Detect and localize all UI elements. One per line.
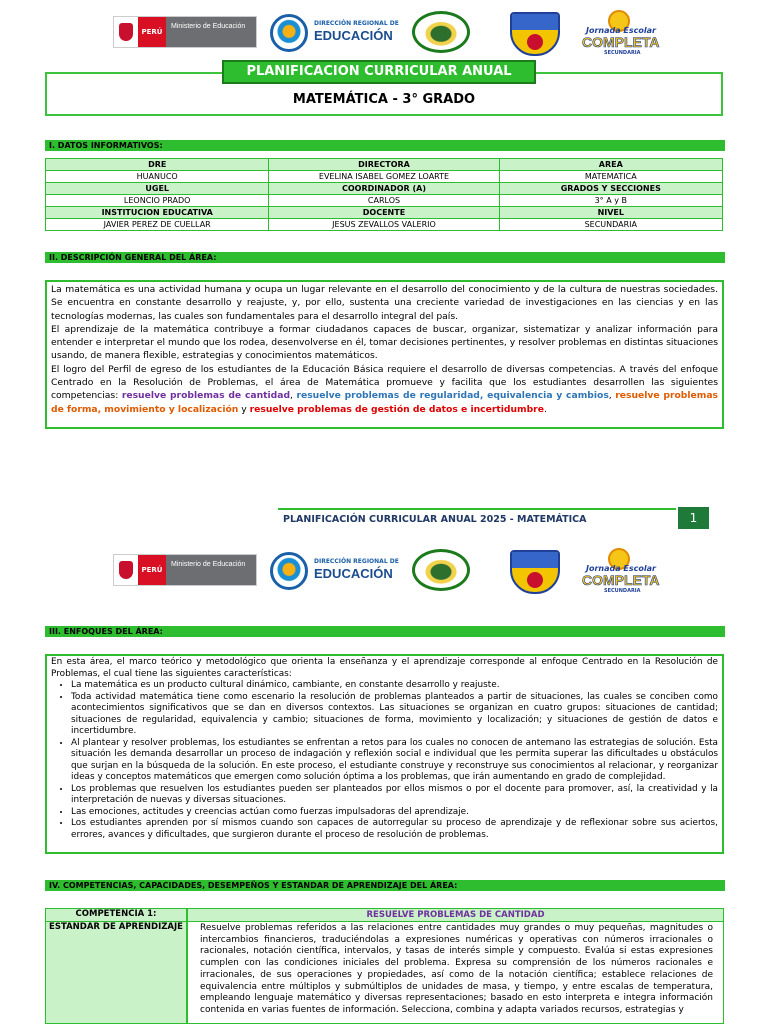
enfoque-item: • Los estudiantes aprenden por sí mismos cuando son capaces de autorregular su proceso de aprendizaje y de reflexionar sobre sus aciertos, errores, avances y dificultades, que surgieron durante el proceso de resolución de problemas. [71,818,718,841]
datos-header-cell: UGEL [46,183,269,195]
datos-value-cell: 3° A y B [499,195,722,207]
footer-text: PLANIFICACIÓN CURRICULAR ANUAL 2025 - MATEMÁTICA [283,514,587,525]
competencia-name: RESUELVE PROBLEMAS DE CANTIDAD [187,908,724,922]
minedu-name: Ministerio de Educación [166,17,256,47]
datos-header-row [46,159,723,171]
enfoque-item: • Toda actividad matemática tiene como escenario la resolución de problemas planteados a partir de situaciones, las cuales se conciben como acontecimientos significativos que se dan en diversos contextos. Las situaciones se organizan en cuatro grupos: situaciones de cantidad; situaciones de regularidad, equivalencia y cambio; situaciones de forma, movimiento y localización; y situaciones de gestión de datos e incertidumbre. [71,692,718,738]
page-number: 1 [678,507,709,529]
datos-value-cell: LEONCIO PRADO [46,195,269,207]
datos-header-cell: DIRECTORA [269,159,499,171]
datos-header-cell: NIVEL [499,207,722,219]
logo-row-page2 [0,544,768,596]
jec-logo: Jornada Escolar COMPLETA SECUNDARIA [580,10,660,56]
ugel-seal-icon [412,11,470,53]
document-subtitle: MATEMÁTICA - 3° GRADO [292,92,476,107]
datos-header-cell: AREA [499,159,722,171]
enfoque-item: • La matemática es un producto cultural dinámico, cambiante, en constante desarrollo y reajuste. [71,680,718,692]
dre-emblem-icon [270,14,308,52]
estandar-text: Resuelve problemas referidos a las relaciones entre cantidades muy grandes o muy pequeñas, magnitudes o intercambios financieros, traduciéndolas a expresiones numéricas y operativas con números irracionales o racionales, notación científica, intervalos, y tasas de interés simple y compuesto. Evalúa si estas expresiones cumplen con las condiciones iniciales del problema. Expresa su comprensión de los números racionales e irracionales, de sus operaciones y propiedades, así como de la notación científica; establece relaciones de equivalencia entre múltiplos y submúltiplos de unidades de masa, y tiempo, y entre escalas de temperatura, empleando lenguaje matemático y diversas representaciones; basado en esto interpreta e integra información contenida en varias fuentes de información. Selecciona, combina y adapta variados recursos, estrategias y [187,922,724,1024]
enfoques-list [51,680,718,841]
minedu-logo [113,16,257,48]
peru-shield-icon [114,17,138,47]
estandar-label: ESTANDAR DE APRENDIZAJE [49,922,183,932]
enfoque-item: • Las emociones, actitudes y creencias actúan como fuerzas impulsadoras del aprendizaje. [71,807,718,819]
datos-header-cell: COORDINADOR (A) [269,183,499,195]
datos-value-cell: JESUS ZEVALLOS VALERIO [269,219,499,231]
minedu-logo: PERÚ Ministerio de Educación [113,554,257,586]
datos-table [45,158,723,231]
section-descripcion: II. DESCRIPCIÓN GENERAL DEL ÁREA: [45,252,725,263]
datos-value-cell: EVELINA ISABEL GOMEZ LOARTE [269,171,499,183]
datos-value-row [46,195,723,207]
dre-emblem-icon [270,552,308,590]
datos-value-row [46,171,723,183]
datos-header-cell: INSTITUCION EDUCATIVA [46,207,269,219]
enfoque-item: • Al plantear y resolver problemas, los estudiantes se enfrentan a retos para los cuales no conocen de antemano las estrategias de solución. Esta situación les demanda desarrollar un proceso de indagación y reflexión social e individual que les permita superar las dificultades u obstáculos que surjan en la búsqueda de la solución. En este proceso, el estudiante construye y reconstruye sus conocimientos al relacionar, y reorganizar ideas y conceptos matemáticos que emergen como solución óptima a los problemas, que irán aumentando en grado de complejidad. [71,738,718,784]
datos-value-row [46,219,723,231]
document-title: PLANIFICACION CURRICULAR ANUAL [222,60,536,84]
enfoque-item: • Los problemas que resuelven los estudiantes pueden ser planteados por ellos mismos o por el docente para promover, así, la creatividad y la interpretación de nuevas y diversas situaciones. [71,784,718,807]
section-enfoques: III. ENFOQUES DEL ÁREA: [45,626,725,637]
section-datos-informativos: I. DATOS INFORMATIVOS: [45,140,725,151]
datos-value-cell: SECUNDARIA [499,219,722,231]
competencia-forma: resuelve problemas de forma, movimiento y localización [51,390,718,415]
descripcion-box [45,280,724,429]
footer-line [278,508,676,510]
descripcion-paragraph-3: El logro del Perfil de egreso de los estudiantes de la Educación Básica requiere el desarrollo de diversas competencias. A través del enfoque Centrado en la Resolución de Problemas, el área de Matemática promueve y facilita que los estudiantes desarrollen las siguientes competencias: resuelve problemas de cantidad, resuelve problemas de regularidad, equivalencia y cambios, resuelve problemas de forma, movimiento y localización y resuelve problemas de gestión de datos e incertidumbre. [51,363,718,415]
school-crest-icon [510,12,560,56]
datos-value-cell: MATEMATICA [499,171,722,183]
descripcion-paragraph-2: El aprendizaje de la matemática contribuye a formar ciudadanos capaces de buscar, organizar, sistematizar y analizar información para entender e interpretar el mundo que los rodea, desenvolverse en él, tomar decisiones pertinentes, y resolver problemas en distintas situaciones usando, de manera flexible, estrategias y conocimientos matemáticos. [51,323,718,362]
school-crest-icon [510,550,560,594]
competencia-cantidad: resuelve problemas de cantidad [121,390,291,402]
descripcion-paragraph-1: La matemática es una actividad humana y ocupa un lugar relevante en el desarrollo del conocimiento y de la cultura de nuestras sociedades. Se encuentra en constante desarrollo y reajuste, y, por ello, sustenta una creciente variedad de investigaciones en las ciencias y en las tecnologías modernas, las cuales son fundamentales para el desarrollo integral del país. [51,284,718,322]
competencia-regularidad: resuelve problemas de regularidad, equivalencia y cambios [296,390,609,402]
datos-header-row [46,183,723,195]
logo-row-page1 [0,6,768,58]
dre-logo: DIRECCIÓN REGIONAL DE EDUCACIÓN [270,552,392,590]
section-competencias: IV. COMPETENCIAS, CAPACIDADES, DESEMPEÑOS Y ESTANDAR DE APRENDIZAJE DEL ÁREA: [45,880,725,891]
datos-header-cell: GRADOS Y SECCIONES [499,183,722,195]
jec-logo: Jornada Escolar COMPLETA SECUNDARIA [580,548,660,594]
minedu-country: PERÚ [138,17,166,47]
dre-logo: DIRECCIÓN REGIONAL DE EDUCACIÓN [270,14,392,52]
peru-shield-icon [114,555,138,585]
datos-header-row [46,207,723,219]
ugel-seal-icon [412,549,470,591]
datos-header-cell: DRE [46,159,269,171]
datos-header-cell: DOCENTE [269,207,499,219]
datos-value-cell: HUANUCO [46,171,269,183]
datos-value-cell: JAVIER PEREZ DE CUELLAR [46,219,269,231]
enfoques-intro: En esta área, el marco teórico y metodológico que orienta la enseñanza y el aprendizaje corresponde al enfoque Centrado en la Resolución de Problemas, el cual tiene las siguientes características: [51,657,718,679]
competencia-datos: resuelve problemas de gestión de datos e incertidumbre [249,403,544,415]
datos-value-cell: CARLOS [269,195,499,207]
enfoques-box [45,654,724,854]
competencia-label: COMPETENCIA 1: [45,908,187,922]
